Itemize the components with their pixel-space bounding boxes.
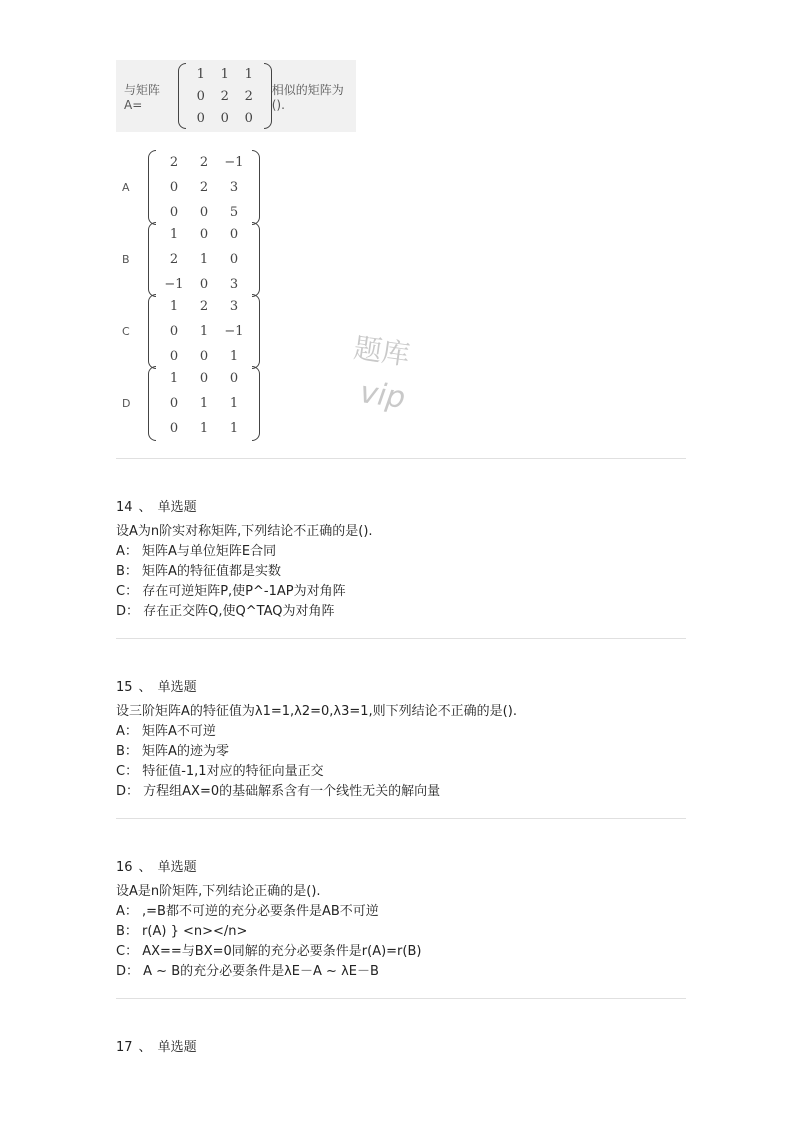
matrix-cell: 3: [229, 180, 239, 195]
matrix-cell: 5: [229, 205, 239, 220]
question-stem: 设三阶矩阵A的特征值为λ1=1,λ2=0,λ3=1,则下列结论不正确的是().: [116, 704, 517, 719]
matrix-cell: 2: [199, 299, 209, 314]
matrix-cell: 2: [220, 88, 229, 104]
matrix-cell: 0: [169, 349, 179, 364]
matrix-grid: [156, 294, 252, 369]
question-number: 15: [116, 680, 133, 695]
option-b[interactable]: B： 矩阵A的特征值都是实数: [116, 564, 281, 579]
matrix-cell: 2: [169, 252, 179, 267]
matrix-grid: [186, 63, 264, 129]
question-separator: 、: [138, 860, 152, 875]
matrix-grid: [156, 366, 252, 441]
matrix-cell: 0: [220, 110, 229, 126]
stem-prefix: 与矩阵A=: [124, 82, 161, 112]
option-a[interactable]: A： 矩阵A不可逆: [116, 724, 216, 739]
matrix-cell: 1: [229, 421, 239, 436]
question-type: 单选题: [157, 500, 197, 515]
question-header: [116, 1038, 696, 1058]
question-separator: 、: [138, 1040, 152, 1055]
question-number: 14: [116, 500, 133, 515]
question-separator: 、: [138, 500, 152, 515]
question-15: [116, 678, 696, 802]
matrix-cell: 2: [199, 155, 209, 170]
matrix-cell: 0: [169, 396, 179, 411]
divider: [116, 818, 686, 819]
question-header: [116, 678, 696, 698]
matrix-cell: 2: [244, 88, 253, 104]
question-16: [116, 858, 696, 982]
matrix-cell: 1: [199, 421, 209, 436]
option-letter: D: [122, 397, 131, 410]
matrix-cell: 1: [199, 324, 209, 339]
option-b[interactable]: [122, 222, 260, 297]
option-matrix: [148, 366, 260, 441]
question-header: [116, 858, 696, 878]
matrix-cell: 0: [229, 252, 239, 267]
matrix-cell: 1: [229, 349, 239, 364]
matrix-cell: 3: [229, 277, 239, 292]
option-letter: B: [122, 253, 130, 266]
stem-matrix: [178, 63, 272, 129]
matrix-cell: −1: [224, 155, 244, 170]
matrix-cell: 1: [169, 371, 179, 386]
question-type: 单选题: [157, 1040, 197, 1055]
divider: [116, 998, 686, 999]
option-letter: C: [122, 325, 130, 338]
matrix-cell: 1: [199, 252, 209, 267]
option-c[interactable]: C： AX==与BX=0同解的充分必要条件是r(A)=r(B): [116, 944, 422, 959]
option-letter: A: [122, 181, 130, 194]
matrix-cell: 0: [199, 227, 209, 242]
matrix-cell: 0: [199, 277, 209, 292]
matrix-cell: 0: [229, 227, 239, 242]
matrix-cell: 1: [169, 299, 179, 314]
option-a[interactable]: A： ,=B都不可逆的充分必要条件是AB不可逆: [116, 904, 379, 919]
option-b[interactable]: B： 矩阵A的迹为零: [116, 744, 229, 759]
matrix-cell: 2: [169, 155, 179, 170]
option-d[interactable]: D： A ~ B的充分必要条件是λE－A ~ λE－B: [116, 964, 379, 979]
watermark-line2: vip: [357, 375, 408, 416]
matrix-cell: 0: [169, 324, 179, 339]
watermark-line1: 题库: [351, 331, 412, 372]
option-matrix: [148, 294, 260, 369]
option-a[interactable]: [122, 150, 260, 225]
option-c[interactable]: [122, 294, 260, 369]
matrix-cell: 0: [196, 110, 205, 126]
matrix-cell: 2: [199, 180, 209, 195]
divider: [116, 638, 686, 639]
question-type: 单选题: [157, 680, 197, 695]
question-17: [116, 1038, 696, 1062]
question-13-stem: [116, 60, 356, 132]
question-14: [116, 498, 696, 622]
matrix-cell: 1: [229, 396, 239, 411]
matrix-cell: 0: [196, 88, 205, 104]
option-d[interactable]: [122, 366, 260, 441]
option-matrix: [148, 222, 260, 297]
matrix-cell: 0: [199, 205, 209, 220]
matrix-cell: −1: [164, 277, 184, 292]
option-b[interactable]: B： r(A) } <n></n>: [116, 924, 248, 939]
question-stem: 设A为n阶实对称矩阵,下列结论不正确的是().: [116, 524, 373, 539]
option-c[interactable]: C： 存在可逆矩阵P,使P^-1AP为对角阵: [116, 584, 346, 599]
option-c[interactable]: C： 特征值-1,1对应的特征向量正交: [116, 764, 324, 779]
matrix-cell: 0: [199, 349, 209, 364]
question-header: [116, 498, 696, 518]
matrix-cell: 1: [196, 66, 205, 82]
question-number: 17: [116, 1040, 133, 1055]
divider: [116, 458, 686, 459]
question-separator: 、: [138, 680, 152, 695]
matrix-cell: −1: [224, 324, 244, 339]
matrix-cell: 1: [220, 66, 229, 82]
matrix-cell: 0: [169, 180, 179, 195]
matrix-cell: 0: [169, 205, 179, 220]
matrix-cell: 0: [244, 110, 253, 126]
matrix-grid: [156, 150, 252, 225]
question-number: 16: [116, 860, 133, 875]
matrix-grid: [156, 222, 252, 297]
matrix-cell: 1: [199, 396, 209, 411]
option-matrix: [148, 150, 260, 225]
matrix-cell: 0: [169, 421, 179, 436]
matrix-cell: 3: [229, 299, 239, 314]
matrix-cell: 0: [229, 371, 239, 386]
option-d[interactable]: D： 方程组AX=0的基础解系含有一个线性无关的解向量: [116, 784, 441, 799]
question-stem: 设A是n阶矩阵,下列结论正确的是().: [116, 884, 321, 899]
stem-suffix: 相似的矩阵为().: [271, 82, 344, 112]
matrix-cell: 1: [244, 66, 253, 82]
matrix-cell: 0: [199, 371, 209, 386]
question-type: 单选题: [157, 860, 197, 875]
matrix-cell: 1: [169, 227, 179, 242]
option-a[interactable]: A： 矩阵A与单位矩阵E合同: [116, 544, 277, 559]
option-d[interactable]: D： 存在正交阵Q,使Q^TAQ为对角阵: [116, 604, 335, 619]
